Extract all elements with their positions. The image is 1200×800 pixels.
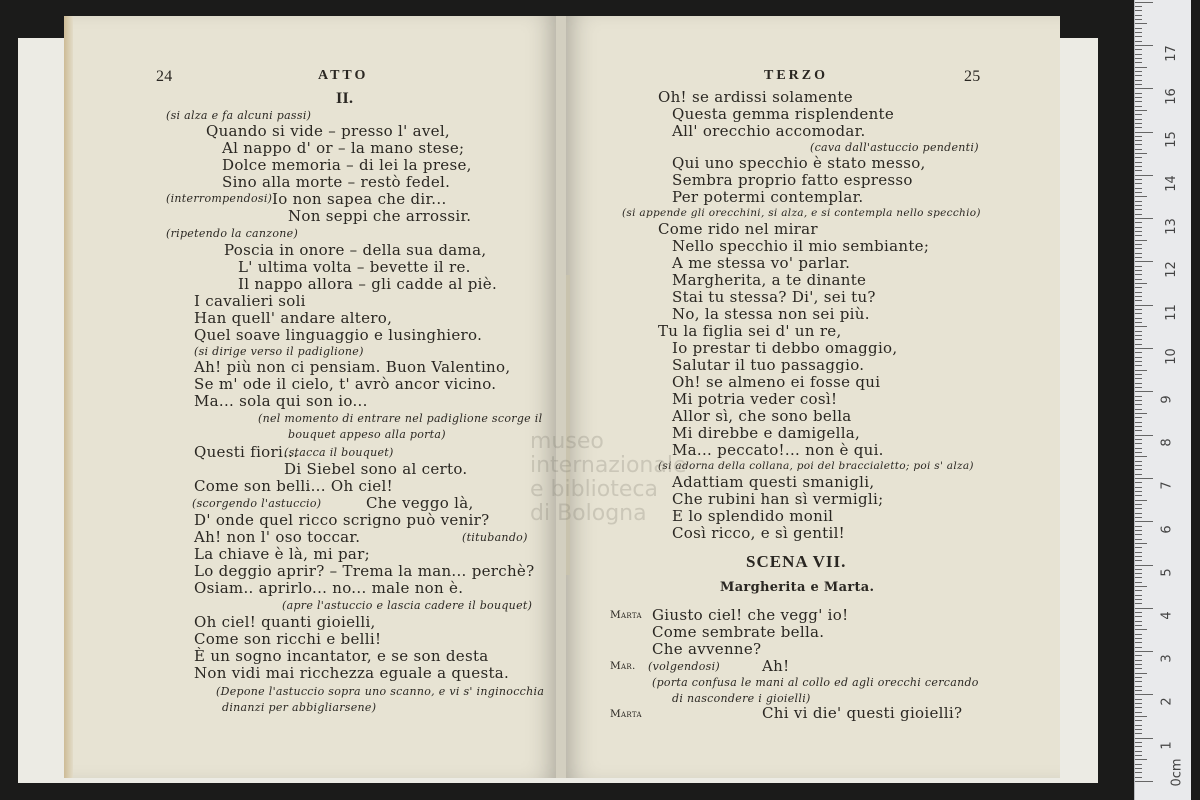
ruler-tick	[1135, 629, 1147, 630]
ruler-tick	[1135, 781, 1153, 782]
ruler-tick	[1135, 58, 1142, 59]
verse-line: Questa gemma risplendente	[672, 105, 895, 123]
ruler-tick	[1135, 400, 1142, 401]
verse-line: Io prestar ti debbo omaggio,	[672, 339, 898, 357]
ruler-tick	[1135, 218, 1153, 219]
ruler-tick	[1135, 331, 1142, 332]
ruler-tick	[1135, 114, 1142, 115]
ruler-tick	[1135, 313, 1142, 314]
ruler-tick	[1135, 742, 1142, 743]
ruler-tick	[1135, 642, 1142, 643]
ruler-tick	[1135, 253, 1142, 254]
ruler-tick	[1135, 647, 1142, 648]
verse-line: Sembra proprio fatto espresso	[672, 171, 913, 189]
stage-direction: (interrompendosi)	[166, 192, 273, 205]
scene-number: II.	[336, 90, 354, 107]
library-watermark	[530, 430, 760, 526]
verse-line: Ah! più non ci pensiam. Buon Valentino,	[194, 358, 511, 376]
ruler-tick	[1135, 88, 1153, 89]
ruler-tick	[1135, 67, 1147, 68]
verse-line: Mi direbbe e damigella,	[672, 424, 861, 442]
page-number: 24	[156, 68, 173, 85]
ruler-tick	[1135, 54, 1142, 55]
verse-line: Per potermi contemplar.	[672, 188, 864, 206]
ruler-tick	[1135, 465, 1142, 466]
ruler-tick	[1135, 772, 1142, 773]
verse-line: D' onde quel ricco scrigno può venir?	[194, 511, 490, 529]
verse-line: Osiam.. aprirlo... no... male non è.	[194, 579, 464, 597]
ruler-tick	[1135, 231, 1142, 232]
ruler-tick	[1135, 175, 1153, 176]
ruler-tick	[1135, 768, 1142, 769]
verse-line: Lo deggio aprir? – Trema la man... perchè?	[194, 562, 535, 580]
ruler-tick	[1135, 179, 1142, 180]
verse-line: Che veggo là,	[366, 494, 474, 512]
ruler-label: 4	[1159, 611, 1175, 620]
ruler-tick	[1135, 625, 1142, 626]
ruler-tick	[1135, 292, 1142, 293]
stage-direction: (Depone l'astuccio sopra uno scanno, e vi s' inginocchia	[216, 685, 545, 698]
ruler-tick	[1135, 248, 1142, 249]
ruler-tick	[1135, 49, 1142, 50]
ruler-tick	[1135, 439, 1142, 440]
ruler-tick	[1135, 603, 1142, 604]
stage-direction: (porta confusa le mani al collo ed agli orecchi cercando	[652, 676, 979, 689]
verse-line: Ma... sola qui son io...	[194, 392, 368, 410]
ruler-tick	[1135, 404, 1142, 405]
right-page	[566, 16, 1060, 778]
ruler-tick	[1135, 344, 1142, 345]
ruler-tick	[1135, 500, 1147, 501]
stage-direction: (titubando)	[462, 531, 528, 544]
ruler-tick	[1135, 699, 1142, 700]
ruler-tick	[1135, 755, 1142, 756]
ruler-tick	[1135, 707, 1142, 708]
ruler-label: 2	[1159, 697, 1175, 706]
ruler-tick	[1135, 422, 1142, 423]
ruler-tick	[1135, 413, 1147, 414]
ruler-tick	[1135, 123, 1142, 124]
ruler-tick	[1135, 119, 1142, 120]
verse-line: Così ricco, e sì gentil!	[672, 524, 846, 542]
stage-direction: (volgendosi)	[648, 660, 721, 673]
ruler-tick	[1135, 305, 1153, 306]
ruler-tick	[1135, 274, 1142, 275]
ruler-tick	[1135, 110, 1147, 111]
ruler-tick	[1135, 201, 1142, 202]
ruler-tick	[1135, 214, 1142, 215]
verse-line: I cavalieri soli	[194, 292, 306, 310]
ruler-tick	[1135, 409, 1142, 410]
verse-line: Chi vi die' questi gioielli?	[762, 704, 963, 722]
ruler-tick	[1135, 712, 1142, 713]
verse-line: Io non sapea che dir...	[272, 190, 447, 208]
ruler-tick	[1135, 287, 1142, 288]
ruler-tick	[1135, 443, 1142, 444]
ruler-label: 7	[1159, 481, 1175, 490]
ruler-tick	[1135, 677, 1142, 678]
ruler-tick	[1135, 23, 1147, 24]
ruler-tick	[1135, 491, 1142, 492]
ruler-label: 16	[1163, 88, 1179, 105]
ruler-tick	[1135, 374, 1142, 375]
speaker-label: Marta	[610, 609, 642, 621]
stage-direction: (nel momento di entrare nel padiglione scorge il	[258, 412, 543, 425]
verse-line: Che avvenne?	[652, 640, 762, 658]
ruler-tick	[1135, 370, 1147, 371]
ruler-label: 13	[1163, 218, 1179, 235]
stage-direction: (stacca il bouquet)	[284, 446, 394, 459]
ruler-tick	[1135, 478, 1153, 479]
ruler-tick	[1135, 733, 1142, 734]
stage-direction: di nascondere i gioielli)	[672, 692, 811, 705]
ruler-tick	[1135, 495, 1142, 496]
ruler-tick	[1135, 132, 1153, 133]
verse-line: Come son belli... Oh ciel!	[194, 477, 393, 495]
ruler-label: 14	[1163, 175, 1179, 192]
ruler-tick	[1135, 140, 1142, 141]
ruler-tick	[1135, 71, 1142, 72]
ruler-tick	[1135, 660, 1142, 661]
verse-line: Oh! se almeno ei fosse qui	[672, 373, 881, 391]
ruler-tick	[1135, 136, 1142, 137]
ruler-tick	[1135, 127, 1142, 128]
verse-line: Che rubini han sì vermigli;	[672, 490, 884, 508]
ruler-tick	[1135, 97, 1142, 98]
ruler-tick	[1135, 577, 1142, 578]
verse-line: Non vidi mai ricchezza eguale a questa.	[194, 664, 510, 682]
ruler-tick	[1135, 283, 1147, 284]
ruler-tick	[1135, 668, 1142, 669]
verse-line: Come rido nel mirar	[658, 220, 818, 238]
ruler-tick	[1135, 2, 1153, 3]
verse-line: Questi fiori...	[194, 443, 299, 461]
ruler-tick	[1135, 205, 1142, 206]
ruler-tick	[1135, 196, 1147, 197]
ruler-tick	[1135, 235, 1142, 236]
ruler-tick	[1135, 612, 1142, 613]
book-gutter	[556, 16, 566, 778]
ruler-tick	[1135, 569, 1142, 570]
ruler-tick	[1135, 655, 1142, 656]
ruler-tick	[1135, 508, 1142, 509]
ruler-tick	[1135, 590, 1142, 591]
ruler-tick	[1135, 339, 1142, 340]
verse-line: Margherita, a te dinante	[672, 271, 867, 289]
ruler-label: 3	[1159, 654, 1175, 663]
ruler-tick	[1135, 378, 1142, 379]
ruler-tick	[1135, 426, 1142, 427]
ruler-tick	[1135, 279, 1142, 280]
ruler-tick	[1135, 595, 1142, 596]
ruler-tick	[1135, 526, 1142, 527]
verse-line: Oh ciel! quanti gioielli,	[194, 613, 376, 631]
ruler-tick	[1135, 621, 1142, 622]
verse-line: Stai tu stessa? Di', sei tu?	[672, 288, 876, 306]
ruler-tick	[1135, 552, 1142, 553]
watermark-line: museo internazionale	[530, 429, 687, 478]
ruler-tick	[1135, 521, 1153, 522]
ruler-tick	[1135, 694, 1153, 695]
ruler-label: 8	[1159, 438, 1175, 447]
ruler-tick	[1135, 326, 1147, 327]
ruler-tick	[1135, 28, 1142, 29]
ruler-tick	[1135, 556, 1142, 557]
ruler-tick	[1135, 651, 1153, 652]
ruler-label: 1	[1159, 741, 1175, 750]
ruler-tick	[1135, 673, 1147, 674]
ruler-tick	[1135, 534, 1142, 535]
ruler-tick	[1135, 391, 1153, 392]
ruler-label: 11	[1163, 304, 1179, 321]
ruler-tick	[1135, 41, 1142, 42]
ruler-tick	[1135, 777, 1142, 778]
verse-line: Giusto ciel! che vegg' io!	[652, 606, 849, 624]
ruler-tick	[1135, 149, 1142, 150]
verse-line: A me stessa vo' parlar.	[672, 254, 851, 272]
verse-line: Allor sì, che sono bella	[672, 407, 852, 425]
verse-line: Il nappo allora – gli cadde al piè.	[238, 275, 498, 293]
verse-line: Quando si vide – presso l' avel,	[206, 122, 451, 140]
ruler-tick	[1135, 616, 1142, 617]
verse-line: È un sogno incantator, e se son desta	[194, 647, 489, 665]
ruler-tick	[1135, 690, 1142, 691]
stage-direction: (si dirige verso il padiglione)	[194, 345, 364, 358]
ruler-label: 15	[1163, 131, 1179, 148]
ruler-tick	[1135, 144, 1142, 145]
ruler-tick	[1135, 543, 1147, 544]
ruler-tick	[1135, 417, 1142, 418]
ruler-tick	[1135, 729, 1142, 730]
verse-line: Quel soave linguaggio e lusinghiero.	[194, 326, 483, 344]
verse-line: Non seppi che arrossir.	[288, 207, 472, 225]
ruler-tick	[1135, 751, 1142, 752]
ruler-tick	[1135, 560, 1142, 561]
verse-line: Al nappo d' or – la mano stese;	[222, 139, 465, 157]
ruler-tick	[1135, 599, 1142, 600]
stage-direction: (scorgendo l'astuccio)	[192, 497, 322, 510]
verse-line: Se m' ode il cielo, t' avrò ancor vicino.	[194, 375, 497, 393]
ruler-tick	[1135, 222, 1142, 223]
ruler-tick	[1135, 75, 1142, 76]
ruler-tick	[1135, 513, 1142, 514]
ruler-tick	[1135, 322, 1142, 323]
ruler-tick	[1135, 80, 1142, 81]
ruler-tick	[1135, 170, 1142, 171]
ruler-tick	[1135, 716, 1147, 717]
ruler-tick	[1135, 474, 1142, 475]
verse-line: La chiave è là, mi par;	[194, 545, 370, 563]
ruler-label: 17	[1163, 45, 1179, 62]
ruler-tick	[1135, 703, 1142, 704]
ruler-tick	[1135, 681, 1142, 682]
ruler-tick	[1135, 448, 1142, 449]
speaker-label: Marta	[610, 708, 642, 720]
watermark-line: e biblioteca	[530, 477, 658, 502]
ruler-tick	[1135, 19, 1142, 20]
ruler-tick	[1135, 387, 1142, 388]
ruler-tick	[1135, 565, 1153, 566]
verse-line: Oh! se ardissi solamente	[658, 88, 853, 106]
ruler-tick	[1135, 240, 1147, 241]
running-head: ATTO	[318, 68, 369, 83]
running-head: TERZO	[764, 68, 829, 83]
stage-direction: (apre l'astuccio e lascia cadere il bouquet)	[282, 599, 533, 612]
watermark-line: di Bologna	[530, 501, 647, 526]
ruler-tick	[1135, 461, 1142, 462]
verse-line: Dolce memoria – di lei la prese,	[222, 156, 472, 174]
ruler-tick	[1135, 738, 1153, 739]
ruler-tick	[1135, 257, 1142, 258]
ruler-tick	[1135, 365, 1142, 366]
stage-direction: (si appende gli orecchini, si alza, e si contempla nello specchio)	[622, 207, 981, 219]
verse-line: Salutar il tuo passaggio.	[672, 356, 865, 374]
left-page	[64, 16, 556, 778]
ruler-tick	[1135, 318, 1142, 319]
ruler-tick	[1135, 36, 1142, 37]
verse-line: All' orecchio accomodar.	[672, 122, 866, 140]
page-number: 25	[964, 68, 981, 85]
ruler-tick	[1135, 309, 1142, 310]
ruler-tick	[1135, 348, 1153, 349]
ruler-tick	[1135, 435, 1153, 436]
scene-heading: SCENA VII.	[746, 552, 847, 571]
scene-characters: Margherita e Marta.	[720, 580, 875, 595]
verse-line: Come son ricchi e belli!	[194, 630, 382, 648]
verse-line: Di Siebel sono al certo.	[284, 460, 468, 478]
ruler-tick	[1135, 517, 1142, 518]
ruler-tick	[1135, 192, 1142, 193]
ruler-tick	[1135, 430, 1142, 431]
ruler-tick	[1135, 396, 1142, 397]
ruler-tick	[1135, 608, 1153, 609]
ruler-tick	[1135, 539, 1142, 540]
verse-line: Han quell' andare altero,	[194, 309, 393, 327]
ruler-tick	[1135, 582, 1142, 583]
ruler-tick	[1135, 270, 1142, 271]
ruler-tick	[1135, 759, 1147, 760]
verse-line: Poscia in onore – della sua dama,	[224, 241, 487, 259]
ruler-tick	[1135, 383, 1142, 384]
stage-direction: (si alza e fa alcuni passi)	[166, 109, 312, 122]
ruler-label: 9	[1159, 395, 1175, 404]
ruler-tick	[1135, 261, 1153, 262]
ruler-tick	[1135, 153, 1147, 154]
ruler-tick	[1135, 530, 1142, 531]
verse-line: Mi potria veder così!	[672, 390, 838, 408]
ruler-tick	[1135, 45, 1153, 46]
ruler-tick	[1135, 686, 1142, 687]
ruler-tick	[1135, 720, 1142, 721]
ruler-tick	[1135, 361, 1142, 362]
ruler-tick	[1135, 266, 1142, 267]
verse-line: No, la stessa non sei più.	[672, 305, 870, 323]
stage-direction: dinanzi per abbigliarsene)	[222, 701, 377, 714]
ruler-tick	[1135, 452, 1142, 453]
ruler-tick	[1135, 725, 1142, 726]
verse-line: L' ultima volta – bevette il re.	[238, 258, 471, 276]
ruler-tick	[1135, 335, 1142, 336]
verse-line: Come sembrate bella.	[652, 623, 825, 641]
verse-line: Qui uno specchio è stato messo,	[672, 154, 926, 172]
speaker-label: Mar.	[610, 660, 636, 672]
ruler-tick	[1135, 664, 1142, 665]
ruler-tick	[1135, 482, 1142, 483]
ruler-tick	[1135, 746, 1142, 747]
verse-line: Tu la figlia sei d' un re,	[658, 322, 842, 340]
stage-direction: (ripetendo la canzone)	[166, 227, 299, 240]
ruler-tick	[1135, 764, 1142, 765]
verse-line: Sino alla morte – restò fedel.	[222, 173, 451, 191]
ruler-tick	[1135, 456, 1147, 457]
ruler-label: 10	[1163, 348, 1179, 365]
ruler-label: 6	[1159, 525, 1175, 534]
stage-direction: bouquet appeso alla porta)	[288, 428, 446, 441]
ruler-tick	[1135, 101, 1142, 102]
verse-line: Ah!	[762, 657, 790, 675]
ruler-tick	[1135, 10, 1142, 11]
ruler-tick	[1135, 352, 1142, 353]
ruler-tick	[1135, 573, 1142, 574]
ruler-label: 12	[1163, 261, 1179, 278]
measuring-ruler	[1134, 0, 1191, 800]
ruler-tick	[1135, 188, 1142, 189]
ruler-tick	[1135, 487, 1142, 488]
stage-direction: (cava dall'astuccio pendenti)	[810, 141, 979, 154]
ruler-tick	[1135, 93, 1142, 94]
ruler-tick	[1135, 15, 1142, 16]
ruler-tick	[1135, 162, 1142, 163]
ruler-tick	[1135, 300, 1142, 301]
verse-line: E lo splendido monil	[672, 507, 834, 525]
ruler-tick	[1135, 157, 1142, 158]
ruler-tick	[1135, 183, 1142, 184]
ruler-tick	[1135, 106, 1142, 107]
ruler-tick	[1135, 586, 1147, 587]
ruler-tick	[1135, 504, 1142, 505]
ruler-tick	[1135, 227, 1142, 228]
ruler-tick	[1135, 547, 1142, 548]
ruler-tick	[1135, 6, 1142, 7]
binding-thread	[566, 275, 570, 575]
verse-line: Nello specchio il mio sembiante;	[672, 237, 930, 255]
ruler-tick	[1135, 166, 1142, 167]
stage-direction: (si adorna della collana, poi del braccialetto; poi s' alza)	[658, 460, 974, 472]
ruler-tick	[1135, 84, 1142, 85]
ruler-tick	[1135, 244, 1142, 245]
ruler-label: 0cm	[1169, 758, 1185, 787]
verse-line: Ma... peccato!... non è qui.	[672, 441, 884, 459]
verse-line: Adattiam questi smanigli,	[672, 473, 875, 491]
ruler-tick	[1135, 209, 1142, 210]
ruler-tick	[1135, 469, 1142, 470]
verse-line: Ah! non l' oso toccar.	[194, 528, 361, 546]
ruler-tick	[1135, 62, 1142, 63]
ruler-tick	[1135, 638, 1142, 639]
ruler-tick	[1135, 296, 1142, 297]
ruler-tick	[1135, 32, 1142, 33]
ruler-label: 5	[1159, 568, 1175, 577]
ruler-tick	[1135, 357, 1142, 358]
ruler-tick	[1135, 634, 1142, 635]
